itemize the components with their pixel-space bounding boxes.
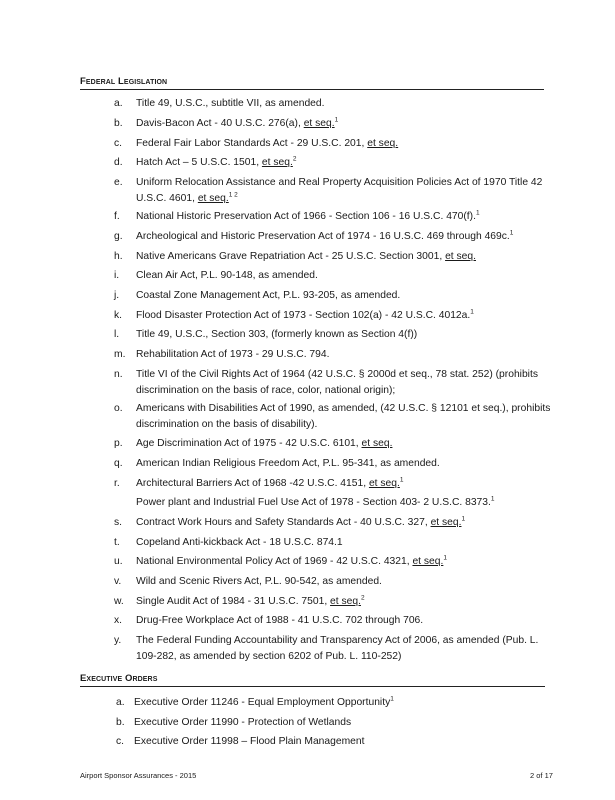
list-item-letter: b. — [116, 717, 125, 728]
list-item — [114, 515, 554, 531]
et-seq-text: et seq. — [261, 157, 293, 168]
footnote-marker: 1 — [443, 554, 447, 562]
item-citation: Title VI of the Civil Rights Act of 1964 (42 U.S.C. § 2000d et seq., 78 stat. 252) (prohibits discrimination on the basis of race, color, national origin); — [136, 369, 538, 396]
list-item — [114, 116, 554, 132]
list-item — [114, 327, 554, 343]
list-item — [114, 633, 554, 665]
list-item-text — [136, 116, 554, 132]
item-citation: National Historic Preservation Act of 1966 - Section 106 - 16 U.S.C. 470(f). — [136, 211, 476, 222]
list-item — [114, 594, 554, 610]
item-citation: Flood Disaster Protection Act of 1973 - Section 102(a) - 42 U.S.C. 4012a. — [136, 310, 471, 321]
item-citation: Americans with Disabilities Act of 1990, as amended, (42 U.S.C. § 12101 et seq.), prohibits discrimination on the basis of disability). — [136, 403, 551, 430]
footnote-marker: 1 — [334, 116, 339, 124]
list-item — [114, 554, 554, 570]
list-item-text — [136, 476, 554, 492]
section-divider — [80, 89, 544, 90]
list-item-letter: e. — [114, 177, 123, 188]
list-item — [114, 288, 554, 304]
list-item — [114, 347, 554, 363]
list-item-text — [136, 574, 554, 590]
list-item-letter: b. — [114, 118, 123, 129]
item-citation: Native Americans Grave Repatriation Act - 25 U.S.C. Section 3001, — [136, 251, 446, 262]
list-item-text — [136, 96, 554, 112]
item-citation: Federal Fair Labor Standards Act - 29 U.S.C. 201, — [136, 138, 368, 149]
list-item — [114, 229, 554, 245]
item-citation: Executive Order 11990 - Protection of Wetlands — [134, 717, 352, 728]
list-item-text — [136, 554, 554, 570]
list-item-text — [136, 155, 554, 171]
list-item-letter: p. — [114, 438, 123, 449]
et-seq-text: et seq. — [197, 193, 229, 204]
list-item-text — [136, 136, 554, 152]
list-item — [114, 613, 554, 629]
list-item — [114, 249, 554, 265]
list-item — [116, 734, 556, 750]
list-item-letter: y. — [114, 635, 122, 646]
footnote-marker: 1 — [490, 495, 495, 503]
list-item-text — [136, 249, 554, 265]
list-item-letter: j. — [114, 290, 120, 301]
et-seq-text: et seq. — [361, 438, 393, 449]
section-divider — [80, 686, 545, 687]
item-citation: Executive Order 11998 – Flood Plain Management — [134, 736, 365, 747]
list-item-letter: v. — [114, 576, 122, 587]
item-citation: Wild and Scenic Rivers Act, P.L. 90-542, as amended. — [136, 576, 382, 587]
item-citation: The Federal Funding Accountability and Transparency Act of 2006, as amended (Pub. L. 109-282, as amended by section 6202 of Pub. L. 110-252) — [136, 635, 539, 662]
item-citation: Coastal Zone Management Act, P.L. 93-205, as amended. — [136, 290, 401, 301]
footnote-marker: 1 2 — [228, 191, 238, 199]
list-item — [114, 495, 554, 511]
footnote-marker: 1 — [509, 229, 514, 237]
list-item-text — [134, 695, 556, 711]
section-heading-executive-orders: Executive Orders — [80, 673, 158, 684]
list-item-letter: g. — [114, 231, 123, 242]
item-citation: Drug-Free Workplace Act of 1988 - 41 U.S.C. 702 through 706. — [136, 615, 424, 626]
list-item — [114, 209, 554, 225]
footnote-marker: 2 — [292, 155, 297, 163]
list-item-letter: r. — [114, 478, 120, 489]
footnote-marker: 1 — [470, 308, 474, 316]
list-item-text — [136, 209, 554, 225]
item-citation: Executive Order 11246 - Equal Employment Opportunity — [134, 697, 391, 708]
item-citation: Age Discrimination Act of 1975 - 42 U.S.C. 6101, — [136, 438, 362, 449]
list-item-letter: c. — [114, 138, 123, 149]
item-citation: Title 49, U.S.C., Section 303, (formerly known as Section 4(f)) — [136, 329, 418, 340]
list-item-text — [134, 715, 556, 731]
list-item-letter: h. — [114, 251, 123, 262]
list-item-letter: w. — [114, 596, 124, 607]
item-citation: Hatch Act – 5 U.S.C. 1501, — [136, 157, 262, 168]
list-item-text — [136, 175, 554, 207]
list-item-text — [136, 268, 554, 284]
et-seq-text: et seq. — [368, 478, 400, 489]
item-citation: Contract Work Hours and Safety Standards Act - 40 U.S.C. 327, — [136, 517, 431, 528]
list-item-letter: q. — [114, 458, 123, 469]
list-item — [114, 268, 554, 284]
list-item-text — [136, 288, 554, 304]
list-item-text — [136, 535, 554, 551]
list-item — [116, 715, 556, 731]
list-item — [114, 401, 554, 433]
list-item-letter: f. — [114, 211, 120, 222]
section-heading-federal-legislation: Federal Legislation — [80, 76, 168, 87]
item-citation: Archeological and Historic Preservation Act of 1974 - 16 U.S.C. 469 through 469c. — [136, 231, 510, 242]
list-item-letter: c. — [116, 736, 125, 747]
list-item — [114, 535, 554, 551]
list-item-letter: d. — [114, 157, 123, 168]
et-seq-text: et seq. — [330, 596, 361, 607]
list-item-letter: l. — [114, 329, 120, 340]
list-item — [114, 476, 554, 492]
footnote-marker: 2 — [360, 594, 365, 602]
list-item-letter: i. — [114, 270, 120, 281]
et-seq-text: et seq. — [303, 118, 335, 129]
footnote-marker: 1 — [461, 515, 466, 523]
item-citation: Title 49, U.S.C., subtitle VII, as amended. — [136, 98, 325, 109]
list-item-text — [136, 495, 554, 511]
list-item-text — [136, 515, 554, 531]
list-item-text — [136, 229, 554, 245]
item-citation: Rehabilitation Act of 1973 - 29 U.S.C. 794. — [136, 349, 330, 360]
list-item-text — [136, 436, 554, 452]
et-seq-text: et seq. — [367, 138, 399, 149]
list-item-text — [136, 347, 554, 363]
item-citation: National Environmental Policy Act of 1969 - 42 U.S.C. 4321, — [136, 556, 413, 567]
list-item-letter: a. — [114, 98, 123, 109]
page-number: 2 of 17 — [530, 771, 553, 780]
list-item-text — [136, 613, 554, 629]
list-item-text — [136, 633, 554, 665]
footer-title: Airport Sponsor Assurances - 2015 — [80, 771, 197, 780]
list-item — [114, 155, 554, 171]
item-citation: American Indian Religious Freedom Act, P.L. 95-341, as amended. — [136, 458, 440, 469]
list-item-text — [136, 456, 554, 472]
et-seq-text: et seq. — [430, 517, 462, 528]
list-item — [116, 695, 556, 711]
list-item-letter: m. — [114, 349, 126, 360]
item-citation: Clean Air Act, P.L. 90-148, as amended. — [136, 270, 318, 281]
list-item-text — [136, 367, 554, 399]
list-item-text — [136, 594, 554, 610]
item-citation: Uniform Relocation Assistance and Real Property Acquisition Policies Act of 1970 Title 42 U.S.C. 4601, — [136, 177, 543, 204]
item-citation: Architectural Barriers Act of 1968 -42 U.S.C. 4151, — [136, 478, 369, 489]
footnote-marker: 1 — [399, 476, 404, 484]
list-item — [114, 175, 554, 207]
list-item — [114, 436, 554, 452]
item-citation: Power plant and Industrial Fuel Use Act of 1978 - Section 403- 2 U.S.C. 8373. — [136, 497, 491, 508]
list-item-letter: o. — [114, 403, 123, 414]
list-item — [114, 96, 554, 112]
list-item-letter: u. — [114, 556, 123, 567]
list-item — [114, 367, 554, 399]
list-item-letter: x. — [114, 615, 123, 626]
list-item-text — [136, 401, 554, 433]
list-item-letter: n. — [114, 369, 123, 380]
list-item — [114, 456, 554, 472]
list-item — [114, 308, 554, 324]
list-item-text — [136, 308, 554, 324]
list-item-letter: s. — [114, 517, 123, 528]
list-item-letter: k. — [114, 310, 123, 321]
item-citation: Davis-Bacon Act - 40 U.S.C. 276(a), — [136, 118, 304, 129]
item-citation: Single Audit Act of 1984 - 31 U.S.C. 7501, — [136, 596, 331, 607]
list-item-text — [136, 327, 554, 343]
item-citation: Copeland Anti-kickback Act - 18 U.S.C. 874.1 — [136, 537, 343, 548]
list-item — [114, 136, 554, 152]
et-seq-text: et seq. — [445, 251, 476, 262]
list-item-letter: a. — [116, 697, 125, 708]
footnote-marker: 1 — [390, 695, 394, 703]
list-item-letter: t. — [114, 537, 120, 548]
list-item — [114, 574, 554, 590]
footnote-marker: 1 — [475, 209, 480, 217]
list-item-text — [134, 734, 556, 750]
et-seq-text: et seq. — [412, 556, 444, 567]
